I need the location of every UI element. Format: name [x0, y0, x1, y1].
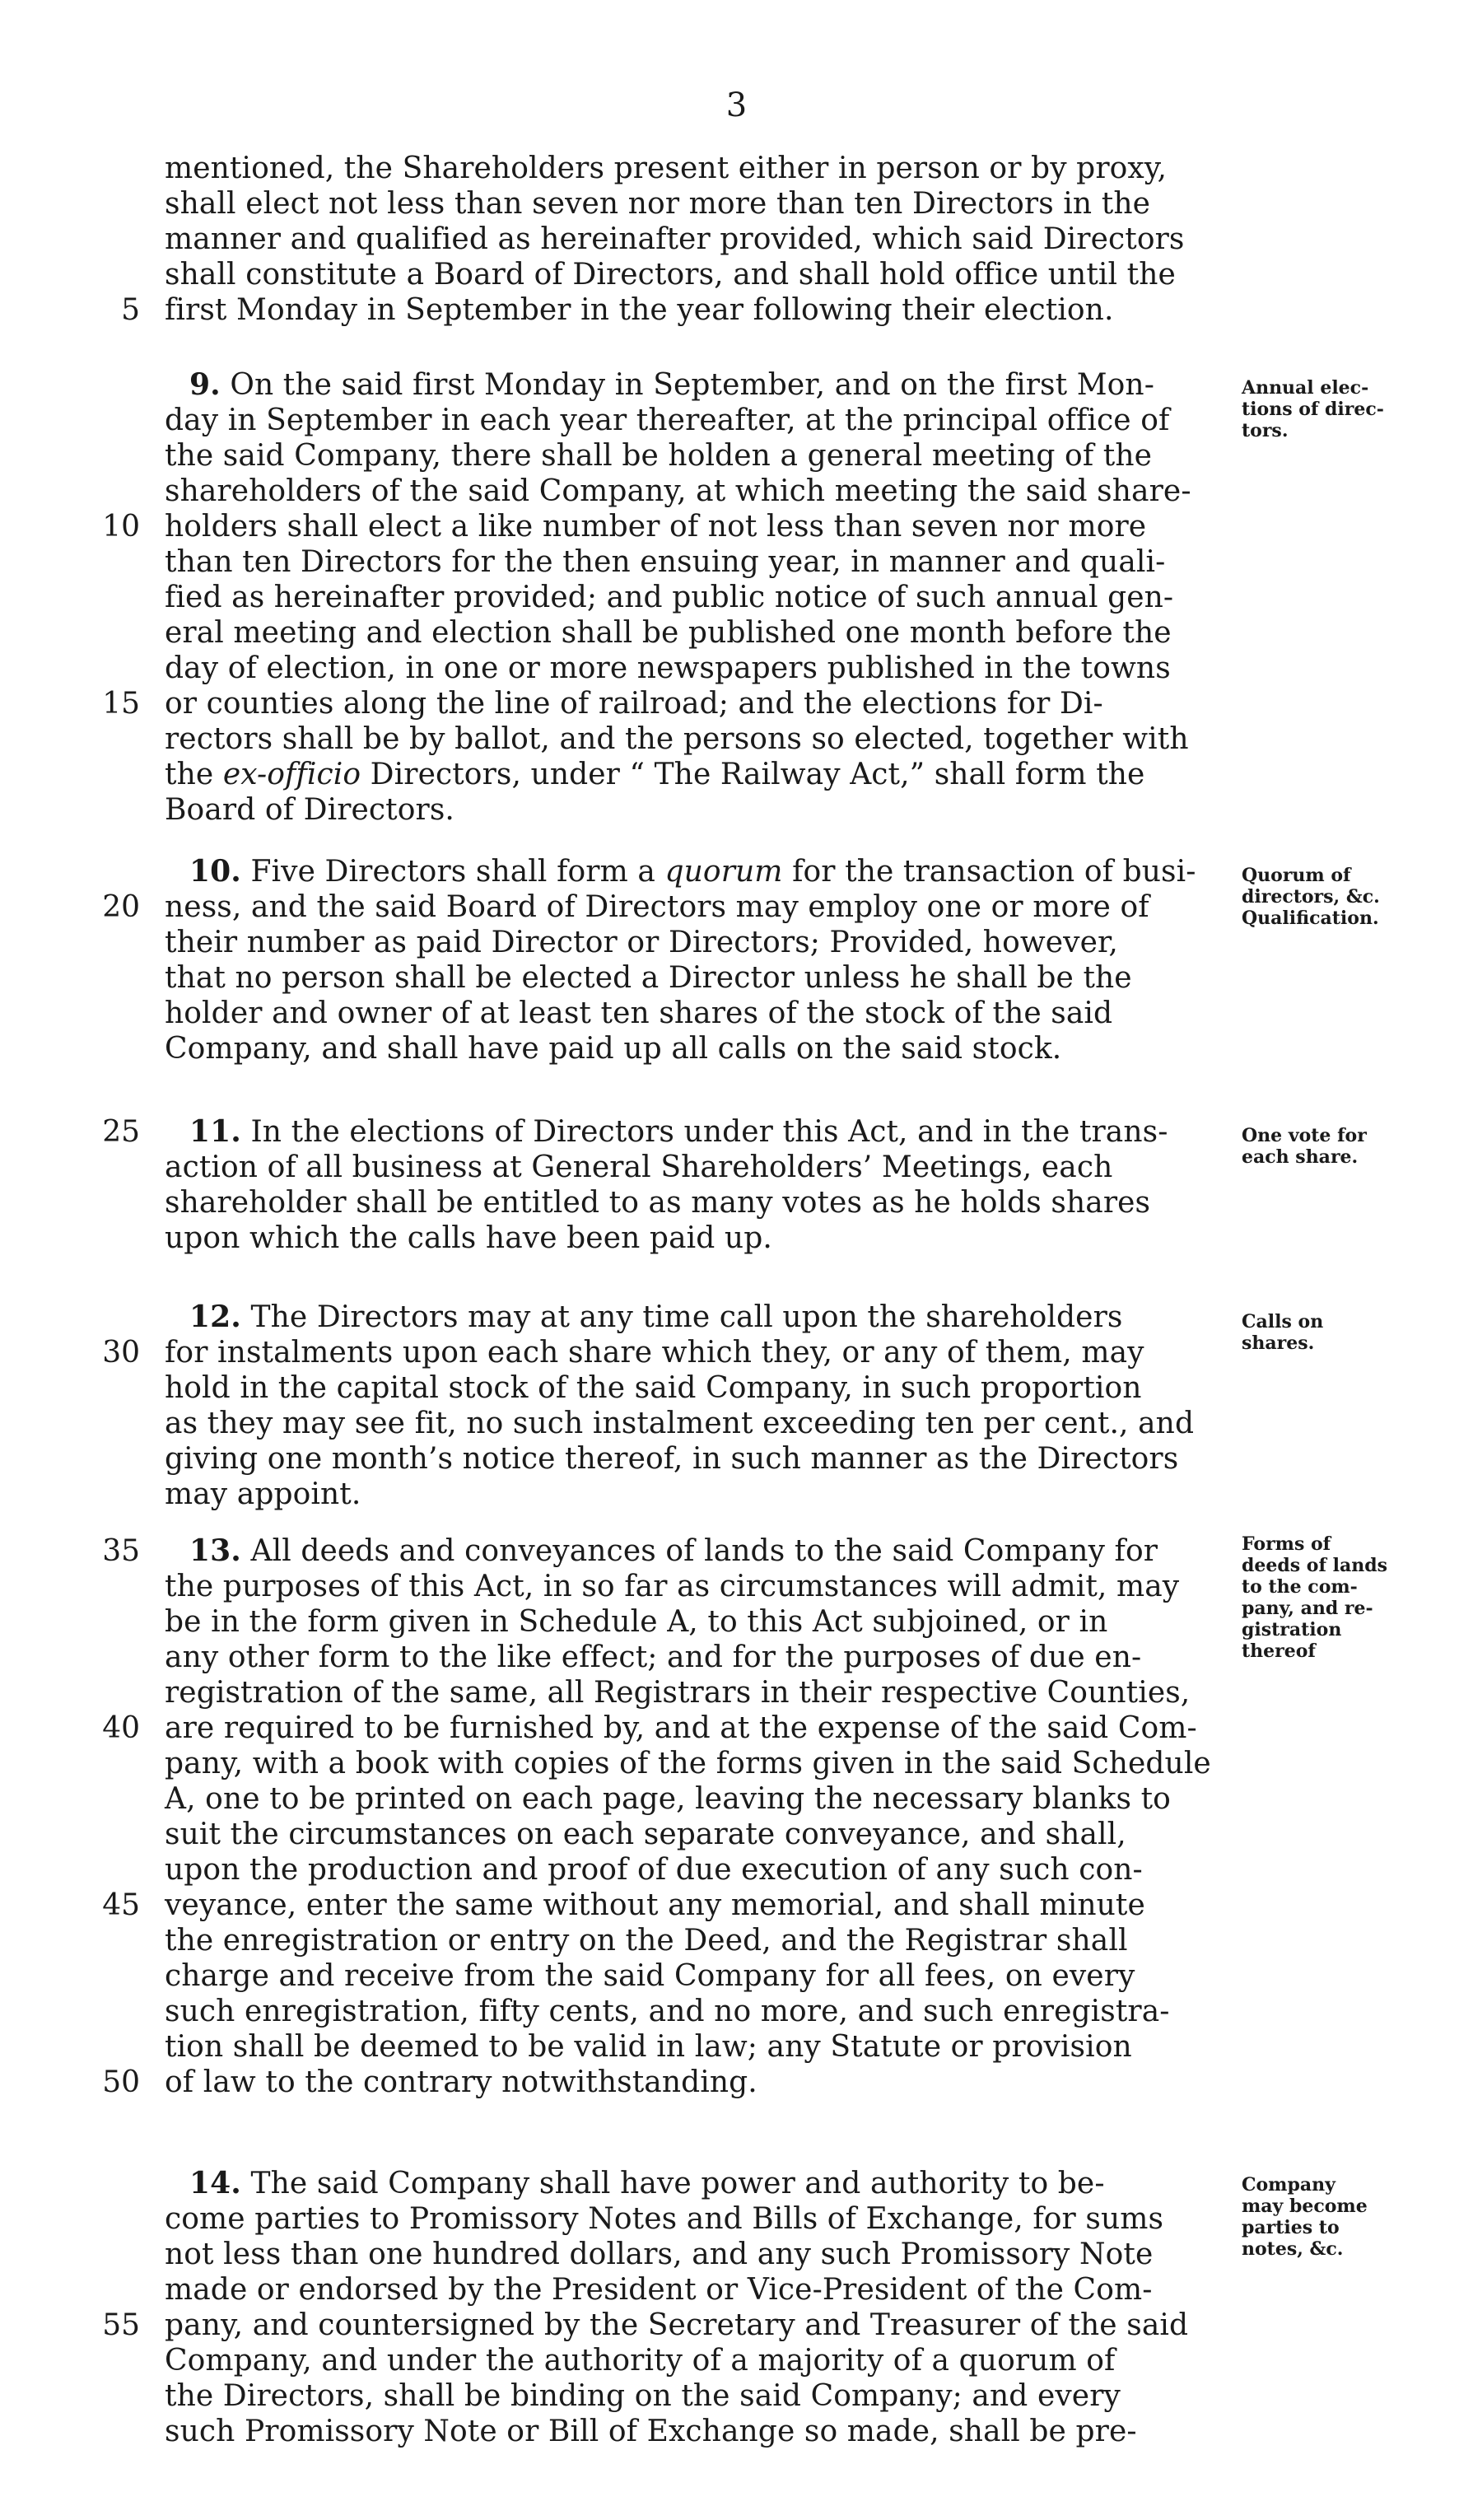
- text-span: the: [165, 758, 223, 791]
- margin-note-forms-of-deeds: [1242, 1533, 1439, 1662]
- italic-text: ex-officio: [222, 758, 361, 791]
- text-line: tion shall be deemed to be valid in law; any Statute or provision: [165, 2030, 1132, 2064]
- margin-note-line: parties to: [1242, 2217, 1340, 2238]
- text-line: mentioned, the Shareholders present either in person or by proxy,: [165, 152, 1167, 185]
- text-line: rectors shall be by ballot, and the persons so elected, together with: [165, 722, 1189, 756]
- text-line: made or endorsed by the President or Vice-President of the Com-: [165, 2273, 1153, 2307]
- text-line: day in September in each year thereafter, at the principal office of: [165, 404, 1170, 437]
- text-line: upon the production and proof of due execution of any such con-: [165, 1853, 1143, 1887]
- page-number: 3: [725, 86, 748, 124]
- margin-note-line: each share.: [1242, 1146, 1359, 1168]
- text-line: registration of the same, all Registrars in their respective Counties,: [165, 1676, 1191, 1710]
- text-line: hold in the capital stock of the said Company, in such proportion: [165, 1371, 1142, 1405]
- text-line: ness, and the said Board of Directors may employ one or more of: [165, 890, 1149, 924]
- text-line: charge and receive from the said Company for all fees, on every: [165, 1959, 1135, 1993]
- text-line: shall constitute a Board of Directors, and shall hold office until the: [165, 258, 1176, 292]
- margin-note-line: One vote for: [1242, 1125, 1367, 1146]
- intro-paragraph: [165, 151, 1235, 328]
- line-number: 5: [121, 293, 140, 327]
- text-line: any other form to the like effect; and for the purposes of due en-: [165, 1640, 1142, 1674]
- section-number: 14.: [189, 2166, 241, 2200]
- text-span: In the elections of Directors under this Act, and in the trans-: [250, 1115, 1168, 1149]
- italic-text: quorum: [664, 855, 783, 889]
- text-span: The said Company shall have power and authority to be-: [250, 2167, 1105, 2200]
- line-number: 40: [102, 1711, 140, 1745]
- text-span: The Directors may at any time call upon the shareholders: [250, 1300, 1123, 1334]
- text-line: as they may see fit, no such instalment exceeding ten per cent., and: [165, 1407, 1195, 1440]
- section-first-line: [165, 1114, 1235, 1150]
- text-line: holders shall elect a like number of not less than seven nor more: [165, 510, 1147, 544]
- section-14: [165, 2166, 1235, 2449]
- margin-note-line: to the com-: [1242, 1576, 1358, 1598]
- margin-note-line: Quorum of: [1242, 865, 1351, 886]
- text-line: the enregistration or entry on the Deed, and the Registrar shall: [165, 1924, 1128, 1958]
- text-span: for the transaction of busi-: [782, 855, 1196, 889]
- text-line: come parties to Promissory Notes and Bills of Exchange, for sums: [165, 2202, 1164, 2236]
- margin-note-line: deeds of lands: [1242, 1555, 1387, 1576]
- section-number: 10.: [189, 854, 241, 889]
- margin-note-line: gistration: [1242, 1619, 1342, 1640]
- line-number: 25: [102, 1115, 140, 1149]
- text-line: manner and qualified as hereinafter provided, which said Directors: [165, 222, 1185, 256]
- text-line: that no person shall be elected a Director unless he shall be the: [165, 961, 1132, 995]
- text-line: of law to the contrary notwithstanding.: [165, 2065, 757, 2099]
- margin-note-annual-elections: [1242, 377, 1439, 441]
- section-first-line: [165, 1300, 1235, 1335]
- section-number: 13.: [189, 1533, 241, 1568]
- margin-note-calls-on-shares: [1242, 1311, 1439, 1354]
- text-line: such Promissory Note or Bill of Exchange so made, shall be pre-: [165, 2415, 1137, 2448]
- text-line: may appoint.: [165, 1477, 361, 1511]
- text-line: are required to be furnished by, and at the expense of the said Com-: [165, 1711, 1197, 1745]
- section-10: [165, 854, 1235, 1066]
- text-span: All deeds and conveyances of lands to the said Company for: [250, 1534, 1158, 1568]
- line-number: 55: [102, 2308, 140, 2342]
- line-number: 10: [102, 510, 140, 544]
- text-line: their number as paid Director or Directors; Provided, however,: [165, 926, 1118, 959]
- text-span: On the said first Monday in September, and on the first Mon-: [230, 368, 1154, 402]
- text-span: Five Directors shall form a: [250, 855, 665, 889]
- margin-note-line: pany, and re-: [1242, 1598, 1373, 1619]
- margin-note-one-vote: [1242, 1125, 1439, 1168]
- margin-note-line: shares.: [1242, 1332, 1315, 1354]
- text-line: pany, and countersigned by the Secretary and Treasurer of the said: [165, 2308, 1189, 2342]
- section-first-line: [165, 854, 1235, 889]
- section-13: [165, 1533, 1235, 2100]
- margin-note-line: Qualification.: [1242, 908, 1379, 929]
- text-line: than ten Directors for the then ensuing year, in manner and quali-: [165, 545, 1166, 579]
- section-number: 9.: [189, 367, 221, 402]
- text-line: be in the form given in Schedule A, to this Act subjoined, or in: [165, 1605, 1108, 1639]
- line-number: 35: [102, 1534, 140, 1568]
- margin-note-quorum: [1242, 865, 1439, 929]
- text-line: shareholder shall be entitled to as many votes as he holds shares: [165, 1186, 1151, 1220]
- margin-note-line: directors, &c.: [1242, 886, 1380, 908]
- text-line: day of election, in one or more newspapers published in the towns: [165, 651, 1171, 685]
- text-line: or counties along the line of railroad; and the elections for Di-: [165, 687, 1103, 721]
- margin-note-line: tions of direc-: [1242, 399, 1384, 420]
- text-line: fied as hereinafter provided; and public notice of such annual gen-: [165, 581, 1174, 614]
- text-line: the Directors, shall be binding on the said Company; and every: [165, 2379, 1121, 2413]
- margin-note-line: notes, &c.: [1242, 2238, 1344, 2260]
- section-first-line: [165, 367, 1235, 403]
- text-line: not less than one hundred dollars, and any such Promissory Note: [165, 2238, 1154, 2271]
- text-line: eral meeting and election shall be published one month before the: [165, 616, 1172, 650]
- margin-note-line: tors.: [1242, 420, 1289, 441]
- text-line: Board of Directors.: [165, 793, 454, 827]
- section-11: [165, 1114, 1235, 1256]
- text-line: upon which the calls have been paid up.: [165, 1221, 772, 1255]
- line-number: 50: [102, 2065, 140, 2099]
- section-first-line: [165, 1533, 1235, 1569]
- text-line: Company, and shall have paid up all calls on the said stock.: [165, 1032, 1062, 1066]
- text-line: first Monday in September in the year following their election.: [165, 293, 1114, 327]
- text-line: such enregistration, fifty cents, and no more, and such enregistra-: [165, 1995, 1170, 2028]
- text-line: for instalments upon each share which they, or any of them, may: [165, 1336, 1144, 1370]
- text-line: the purposes of this Act, in so far as circumstances will admit, may: [165, 1570, 1180, 1603]
- text-line: holder and owner of at least ten shares of the stock of the said: [165, 996, 1113, 1030]
- margin-note-line: thereof: [1242, 1640, 1316, 1662]
- text-line: veyance, enter the same without any memorial, and shall minute: [165, 1888, 1145, 1922]
- text-line: A, one to be printed on each page, leaving the necessary blanks to: [165, 1782, 1171, 1816]
- text-line: Company, and under the authority of a majority of a quorum of: [165, 2344, 1116, 2378]
- text-line: giving one month’s notice thereof, in such manner as the Directors: [165, 1442, 1179, 1476]
- section-number: 12.: [189, 1300, 241, 1334]
- margin-note-line: may become: [1242, 2196, 1368, 2217]
- text-line: action of all business at General Shareholders’ Meetings, each: [165, 1150, 1113, 1184]
- text-line: [165, 757, 1235, 792]
- text-span: Directors, under “ The Railway Act,” shall form the: [361, 758, 1145, 791]
- text-line: the said Company, there shall be holden a general meeting of the: [165, 439, 1153, 473]
- section-first-line: [165, 2166, 1235, 2201]
- margin-note-line: Calls on: [1242, 1311, 1324, 1332]
- margin-note-line: Company: [1242, 2174, 1335, 2196]
- text-line: pany, with a book with copies of the forms given in the said Schedule: [165, 1747, 1211, 1780]
- line-number: 45: [102, 1888, 140, 1922]
- text-line: shareholders of the said Company, at which meeting the said share-: [165, 474, 1191, 508]
- text-line: shall elect not less than seven nor more than ten Directors in the: [165, 187, 1151, 221]
- margin-note-line: Forms of: [1242, 1533, 1331, 1555]
- line-number: 30: [102, 1336, 140, 1370]
- margin-note-promissory-notes: [1242, 2174, 1439, 2260]
- margin-note-line: Annual elec-: [1242, 377, 1369, 399]
- section-12: [165, 1300, 1235, 1512]
- section-9: [165, 367, 1235, 828]
- line-number: 20: [102, 890, 140, 924]
- line-number: 15: [102, 687, 140, 721]
- text-line: suit the circumstances on each separate conveyance, and shall,: [165, 1818, 1126, 1851]
- section-number: 11.: [189, 1114, 241, 1149]
